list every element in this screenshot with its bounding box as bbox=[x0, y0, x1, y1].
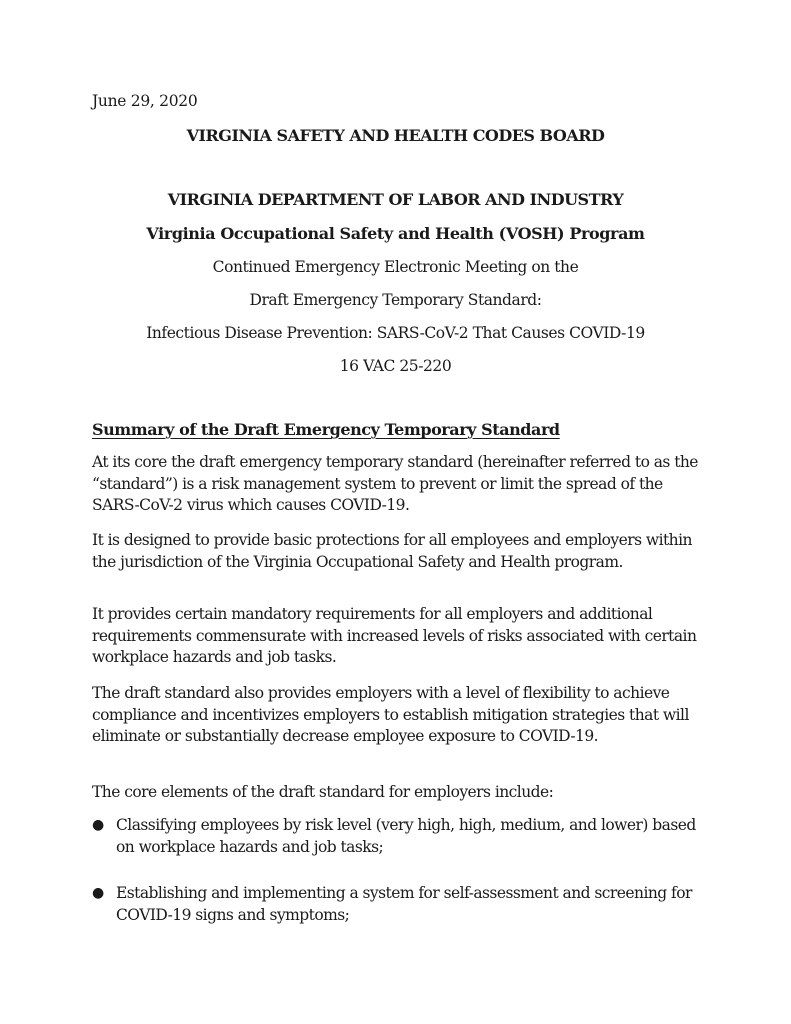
list-item-text: Classifying employees by risk level (very high, high, medium, and lower) based on workplace hazards and job tasks; bbox=[116, 816, 696, 856]
list-item bbox=[92, 815, 712, 858]
bullet-icon: ● bbox=[92, 885, 104, 901]
paragraph: It is designed to provide basic protections for all employees and employers within the jurisdiction of the Virginia Occupational Safety and Health program. bbox=[92, 531, 692, 571]
list-item-text: Establishing and implementing a system for self-assessment and screening for COVID-19 signs and symptoms; bbox=[116, 884, 692, 924]
paragraph: It provides certain mandatory requirements for all employers and additional requirements commensurate with increased levels of risks associated with certain workplace hazards and job tasks. bbox=[92, 605, 697, 666]
document-date: June 29, 2020 bbox=[92, 92, 198, 110]
board-heading: VIRGINIA SAFETY AND HEALTH CODES BOARD bbox=[186, 126, 605, 145]
bullet-icon: ● bbox=[92, 817, 104, 833]
meeting-subtitle-line: Draft Emergency Temporary Standard: bbox=[249, 291, 542, 309]
list-item bbox=[92, 883, 712, 926]
paragraph: The core elements of the draft standard for employers include: bbox=[92, 783, 554, 801]
paragraph: At its core the draft emergency temporary standard (hereinafter referred to as the “standard”) is a risk management system to prevent or limit the spread of the SARS-CoV-2 virus which causes COVID-19. bbox=[92, 453, 698, 514]
core-elements-list bbox=[92, 815, 712, 951]
regulation-number: 16 VAC 25-220 bbox=[339, 357, 452, 375]
section-title: Summary of the Draft Emergency Temporary Standard bbox=[92, 420, 560, 439]
department-heading: VIRGINIA DEPARTMENT OF LABOR AND INDUSTRY bbox=[167, 190, 624, 209]
program-heading: Virginia Occupational Safety and Health (VOSH) Program bbox=[146, 224, 645, 243]
meeting-subtitle-line: Continued Emergency Electronic Meeting on the bbox=[212, 258, 579, 276]
paragraph: The draft standard also provides employers with a level of flexibility to achieve compliance and incentivizes employers to establish mitigation strategies that will eliminate or substantially decrease employee exposure to COVID-19. bbox=[92, 684, 689, 745]
meeting-subtitle-line: Infectious Disease Prevention: SARS-CoV-2 That Causes COVID-19 bbox=[146, 324, 645, 342]
